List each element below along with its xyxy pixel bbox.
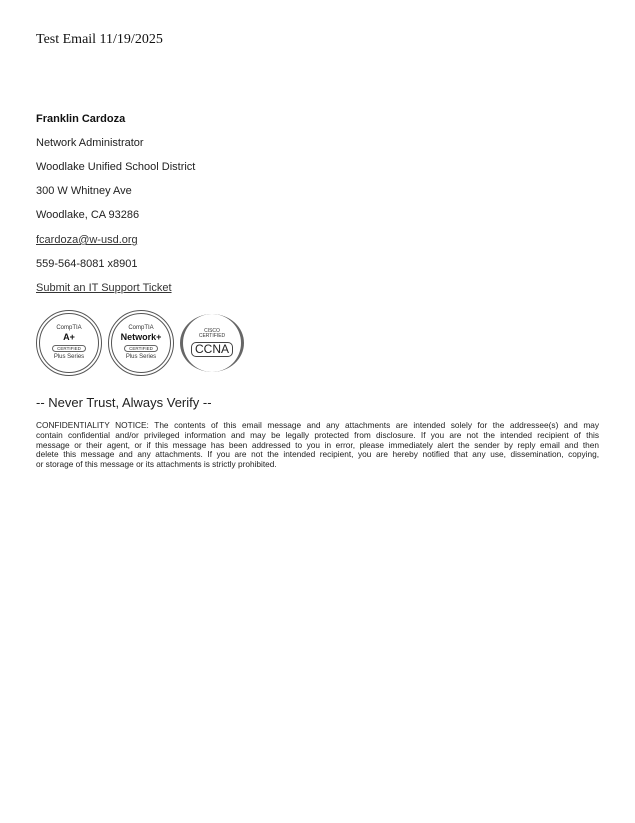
- badge-brand: CompTIA: [56, 324, 82, 331]
- certification-badges: [36, 310, 244, 376]
- badge-status: CERTIFIED: [124, 345, 158, 352]
- notice-line: delete this message and any attachments. If you are not the intended recipient, you are hereby notified that any use, dissemination, copying,: [36, 449, 599, 460]
- notice-line: CONFIDENTIALITY NOTICE: The contents of this email message and any attachments are intended solely for the addressee(s) and may: [36, 420, 599, 430]
- badge-brand: CompTIA: [128, 324, 154, 331]
- badge-series: Plus Series: [125, 354, 157, 361]
- signature-address-line2: Woodlake, CA 93286: [36, 209, 140, 221]
- comptia-network-plus-badge: [108, 310, 174, 376]
- signature-address-line1: 300 W Whitney Ave: [36, 185, 132, 197]
- notice-line: message or their agent, or if this message has been addressed to you in error, please immediately alert the sender by reply email and then: [36, 439, 599, 450]
- badge-cert: CCNA: [191, 342, 233, 357]
- badge-series: Plus Series: [53, 354, 85, 361]
- badge-brand: CISCO CERTIFIED: [198, 327, 226, 340]
- signature-role: Network Administrator: [36, 137, 144, 149]
- notice-line: or storage of this message or its attachments is strictly prohibited.: [36, 459, 277, 470]
- badge-cert: A+: [63, 331, 75, 342]
- comptia-a-plus-badge: [36, 310, 102, 376]
- signature-phone: 559-564-8081 x8901: [36, 258, 138, 270]
- confidentiality-notice: [36, 421, 599, 470]
- motto: -- Never Trust, Always Verify --: [36, 395, 212, 410]
- badge-status: CERTIFIED: [52, 345, 86, 352]
- signature-name: Franklin Cardoza: [36, 113, 126, 125]
- cisco-ccna-badge: [180, 314, 244, 372]
- badge-cert: Network+: [120, 331, 162, 342]
- email-title: Test Email 11/19/2025: [36, 32, 163, 47]
- signature-email-link[interactable]: fcardoza@w-usd.org: [36, 234, 138, 246]
- signature-organization: Woodlake Unified School District: [36, 161, 196, 173]
- notice-line: contain confidential and/or privileged information and may be legally protected from disclosure. If you are not the intended recipient of this: [36, 429, 599, 440]
- support-ticket-link[interactable]: Submit an IT Support Ticket: [36, 282, 172, 294]
